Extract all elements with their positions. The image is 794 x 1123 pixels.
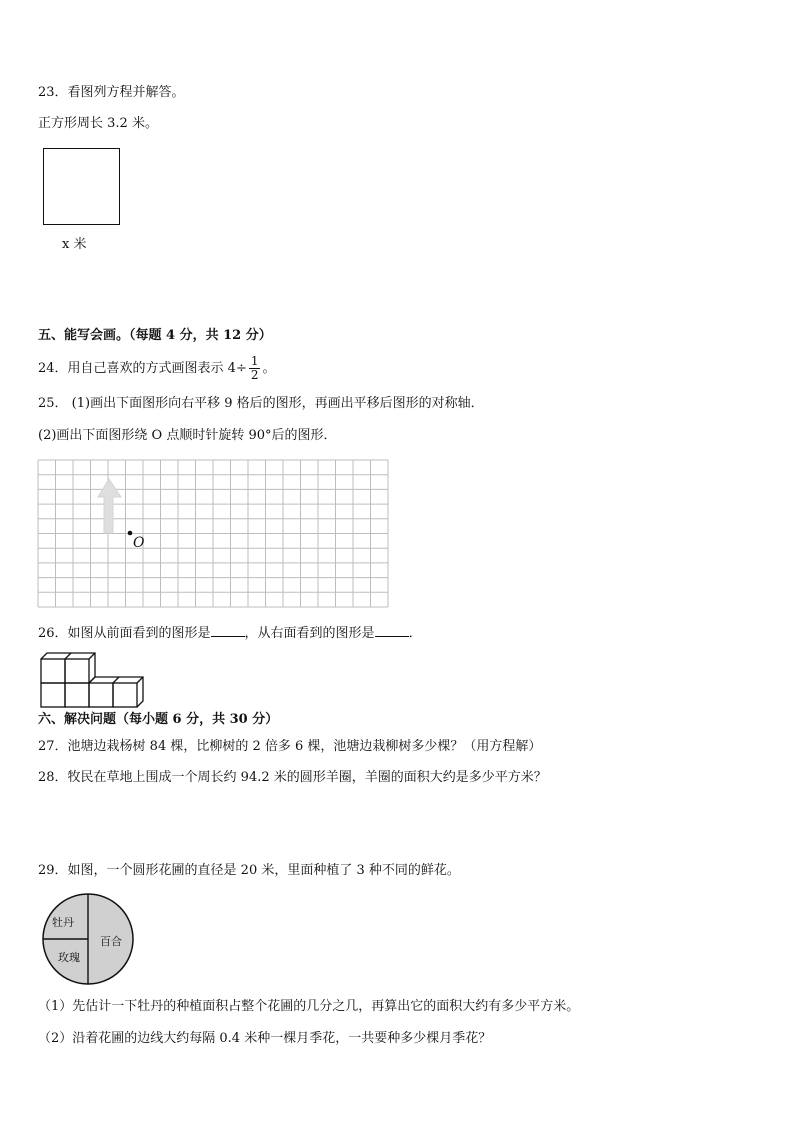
q24-stem: 24．用自己喜欢的方式画图表示 4÷	[38, 361, 247, 376]
q29-sub1: （1）先估计一下牡丹的种植面积占整个花圃的几分之几，再算出它的面积大约有多少平方米。	[38, 999, 580, 1014]
q24-text	[38, 355, 276, 382]
q23-title: 23．看图列方程并解答。	[38, 85, 185, 100]
q28-text: 28．牧民在草地上围成一个周长约 94.2 米的圆形羊圈，羊圈的面积大约是多少平方米？	[38, 770, 547, 785]
cube-stack-figure	[38, 650, 150, 710]
square-side-label: x 米	[62, 237, 87, 252]
q26-text-a: 26．如图从前面看到的图形是	[38, 626, 211, 641]
q26-text	[38, 623, 422, 643]
label-lily: 百合	[100, 935, 122, 948]
section-6-heading: 六、解决问题（每小题 6 分，共 30 分）	[38, 712, 279, 727]
q26-text-b: ，从右面看到的图形是	[244, 626, 375, 641]
q26-text-c: ．	[408, 626, 422, 641]
label-peony: 牡丹	[52, 916, 74, 929]
q25-part2: (2)画出下面图形绕 O 点顺时针旋转 90°后的图形．	[38, 428, 337, 443]
square-figure	[43, 148, 120, 225]
q29-text: 29．如图，一个圆形花圃的直径是 20 米，里面种植了 3 种不同的鲜花。	[38, 863, 460, 878]
fraction-numerator: 1	[250, 354, 259, 368]
fraction-one-half	[249, 355, 261, 382]
q25-part1: 25． (1)画出下面图形向右平移 9 格后的图形，再画出平移后图形的对称轴．	[38, 396, 484, 411]
section-5-heading: 五、能写会画。（每题 4 分，共 12 分）	[38, 328, 272, 343]
flower-bed-circle	[40, 893, 140, 989]
q29-sub2: （2）沿着花圃的边线大约每隔 0.4 米种一棵月季花，一共要种多少棵月季花？	[38, 1031, 492, 1046]
grid-figure	[37, 459, 389, 609]
answer-blank-right[interactable]	[375, 623, 409, 637]
fraction-denominator: 2	[250, 368, 259, 382]
point-o	[128, 531, 133, 536]
q27-text: 27．池塘边栽杨树 84 棵，比柳树的 2 倍多 6 棵，池塘边栽柳树多少棵？（用方程解）	[38, 739, 542, 754]
answer-blank-front[interactable]	[211, 623, 245, 637]
q23-condition: 正方形周长 3.2 米。	[38, 116, 158, 131]
arrow-shape	[98, 479, 121, 533]
q24-suffix: 。	[262, 361, 276, 376]
label-rose: 玫瑰	[58, 951, 80, 964]
point-o-label: O	[133, 535, 145, 551]
grid-lines	[38, 460, 388, 607]
